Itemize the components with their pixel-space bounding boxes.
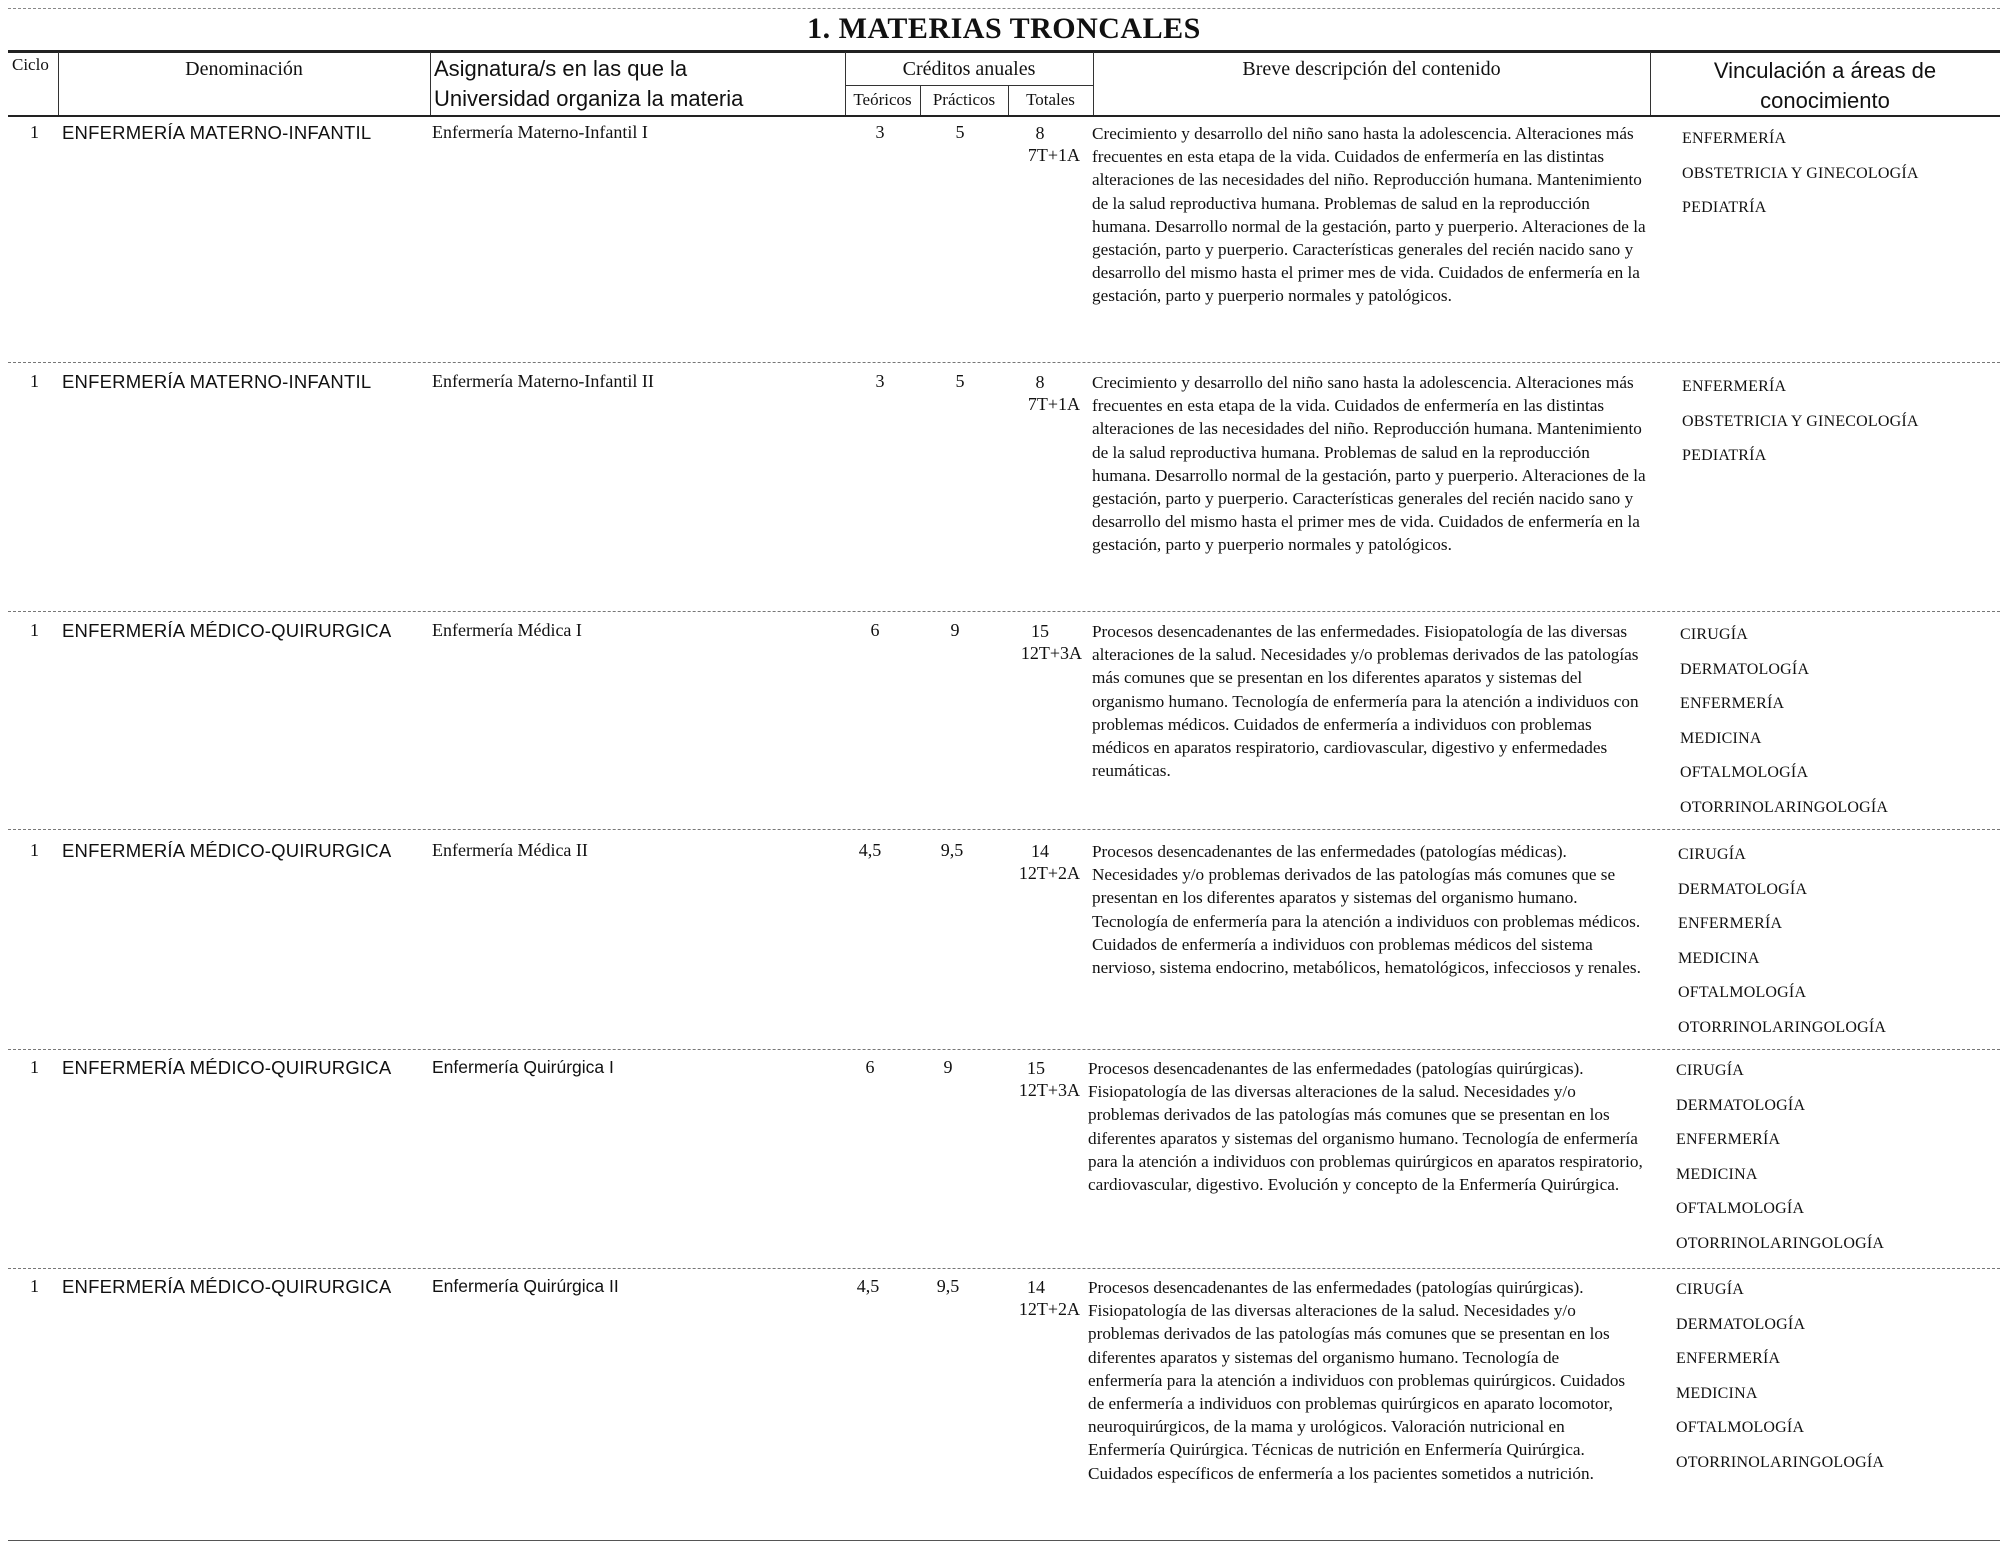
row-asignatura: Enfermería Materno-Infantil I [432, 122, 648, 142]
header-teoricos: Teóricos [853, 90, 912, 109]
area-item: OFTALMOLOGÍA [1678, 984, 1807, 1001]
row-teoricos: 4,5 [856, 1276, 880, 1296]
header-ciclo: Ciclo [12, 55, 49, 74]
area-item: MEDICINA [1678, 949, 1760, 967]
row-denominacion: ENFERMERÍA MATERNO-INFANTIL [62, 371, 372, 392]
header-divider [430, 52, 431, 115]
header-practicos: Prácticos [932, 90, 996, 109]
area-item: MEDICINA [1680, 729, 1762, 747]
row-totales-detail: 7T+1A [1027, 394, 1080, 414]
row-totales-detail: 12T+2A [1018, 1299, 1080, 1319]
header-descripcion: Breve descripción del contenido [1242, 58, 1501, 80]
header-top-rule [8, 50, 2000, 53]
area-item: ENFERMERÍA [1678, 915, 1783, 932]
header-asignatura-line1: Asignatura/s en las que la [434, 56, 688, 81]
area-item: OBSTETRICIA Y GINECOLOGÍA [1682, 164, 1919, 182]
area-item: MEDICINA [1676, 1165, 1758, 1183]
header-denominacion: Denominación [185, 58, 303, 80]
row-areas [1680, 618, 1888, 825]
row-practicos: 5 [955, 122, 965, 142]
row-practicos: 9,5 [940, 840, 964, 860]
area-item: PEDIATRÍA [1682, 447, 1767, 464]
area-item: OTORRINOLARINGOLOGÍA [1680, 798, 1889, 816]
row-asignatura: Enfermería Materno-Infantil II [432, 371, 654, 391]
area-item: OFTALMOLOGÍA [1676, 1200, 1805, 1217]
area-item: OTORRINOLARINGOLOGÍA [1676, 1234, 1885, 1252]
area-item: ENFERMERÍA [1676, 1350, 1781, 1367]
area-item: DERMATOLOGÍA [1676, 1096, 1806, 1114]
area-item: ENFERMERÍA [1676, 1131, 1781, 1148]
area-item: CIRUGÍA [1676, 1062, 1745, 1079]
header-totales: Totales [1026, 90, 1075, 109]
row-teoricos: 6 [870, 620, 880, 640]
area-item: CIRUGÍA [1680, 626, 1749, 643]
area-item: DERMATOLOGÍA [1680, 660, 1810, 678]
area-item: OTORRINOLARINGOLOGÍA [1676, 1453, 1885, 1471]
row-ciclo: 1 [30, 1057, 39, 1077]
row-denominacion: ENFERMERÍA MÉDICO-QUIRURGICA [62, 620, 392, 641]
row-teoricos: 6 [865, 1057, 875, 1077]
header-bottom-rule [8, 115, 2000, 117]
area-item: OFTALMOLOGÍA [1680, 764, 1809, 781]
row-divider [8, 1049, 2000, 1050]
row-totales: 14 [1027, 1277, 1045, 1297]
row-descripcion: Procesos desencadenantes de las enfermedades (patologías quirúrgicas). Fisiopatología de las diversas alteraciones de la salud. Necesidades y/o problemas derivados de las patologías más comunes que se presentan en los diferentes aparatos y sistemas del organismo humano. Tecnología de enfermería para la atención a individuos con problemas quirúrgicos en aparatos respiratorio, cardiovascular, digestivo. Evolución y concepto de la Enfermería Quirúrgica. [1088, 1059, 1643, 1195]
area-item: DERMATOLOGÍA [1676, 1315, 1806, 1333]
row-areas [1682, 122, 1919, 226]
row-divider [8, 1268, 2000, 1269]
row-descripcion: Procesos desencadenantes de las enfermedades (patologías médicas). Necesidades y/o problemas derivados de las patologías más comunes que se presentan en los diferentes aparatos y sistemas del organismo humano. Tecnología de enfermería para la atención a individuos con problemas médicos. Cuidados de enfermería a individuos con problemas médicos del sistema nervioso, sistema endocrino, metabólicos, hematológicos, infecciosos y renales. [1092, 842, 1641, 978]
row-divider [8, 362, 2000, 363]
row-practicos: 9 [950, 620, 960, 640]
row-totales: 15 [1031, 621, 1049, 641]
row-ciclo: 1 [30, 371, 39, 391]
row-ciclo: 1 [30, 1276, 39, 1296]
header-asignatura-line2: Universidad organiza la materia [434, 86, 744, 111]
area-item: OBSTETRICIA Y GINECOLOGÍA [1682, 412, 1919, 430]
row-ciclo: 1 [30, 620, 39, 640]
row-teoricos: 4,5 [858, 840, 882, 860]
row-descripcion: Procesos desencadenantes de las enfermedades. Fisiopatología de las diversas alteraciones de la salud. Necesidades y/o problemas derivados de las patologías más comunes que se presentan en los diferentes aparatos y sistemas del organismo humano. Tecnología de enfermería para la atención a individuos con problemas médicos. Cuidados de enfermería a individuos con problemas médicos en aparatos respiratorio, cardiovascular, digestivo y enfermedades reumáticas. [1092, 622, 1639, 781]
area-item: ENFERMERÍA [1682, 130, 1787, 147]
area-item: MEDICINA [1676, 1384, 1758, 1402]
row-divider [8, 829, 2000, 830]
row-areas [1676, 1054, 1884, 1261]
row-practicos: 9,5 [936, 1276, 960, 1296]
row-asignatura: Enfermería Quirúrgica I [432, 1057, 614, 1077]
row-descripcion: Crecimiento y desarrollo del niño sano hasta la adolescencia. Alteraciones más frecuentes en esta etapa de la vida. Cuidados de enfermería en las distintas alteraciones de las necesidades del niño. Reproducción humana. Mantenimiento de la salud reproductiva humana. Problemas de salud en la reproducción humana. Desarrollo normal de la gestación, parto y puerperio. Alteraciones de la gestación, parto y puerperio. Características generales del recién nacido sano y desarrollo del mismo hasta el primer mes de vida. Cuidados de enfermería en la gestación, parto y puerperio normales y patológicos. [1092, 373, 1646, 555]
area-item: OFTALMOLOGÍA [1676, 1419, 1805, 1436]
row-teoricos: 3 [875, 122, 885, 142]
area-item: DERMATOLOGÍA [1678, 880, 1808, 898]
area-item: ENFERMERÍA [1682, 378, 1787, 395]
row-totales: 8 [1035, 372, 1045, 392]
creditos-subheader-rule [845, 85, 1093, 86]
bottom-rule [8, 1540, 2000, 1541]
row-descripcion: Crecimiento y desarrollo del niño sano hasta la adolescencia. Alteraciones más frecuentes en esta etapa de la vida. Cuidados de enfermería en las distintas alteraciones de las necesidades del niño. Reproducción humana. Mantenimiento de la salud reproductiva humana. Problemas de salud en la reproducción humana. Desarrollo normal de la gestación, parto y puerperio. Alteraciones de la gestación, parto y puerperio. Características generales del recién nacido sano y desarrollo del mismo hasta el primer mes de vida. Cuidados de enfermería en la gestación, parto y puerperio normales y patológicos. [1092, 124, 1646, 306]
row-practicos: 5 [955, 371, 965, 391]
row-asignatura: Enfermería Quirúrgica II [432, 1276, 619, 1296]
row-divider [8, 611, 2000, 612]
row-denominacion: ENFERMERÍA MATERNO-INFANTIL [62, 122, 372, 143]
area-item: OTORRINOLARINGOLOGÍA [1678, 1018, 1887, 1036]
row-denominacion: ENFERMERÍA MÉDICO-QUIRURGICA [62, 1276, 392, 1297]
page-title: 1. MATERIAS TRONCALES [807, 12, 1201, 45]
header-creditos: Créditos anuales [902, 58, 1036, 80]
row-areas [1682, 370, 1919, 474]
area-item: CIRUGÍA [1678, 846, 1747, 863]
row-totales: 14 [1031, 841, 1049, 861]
row-totales-detail: 12T+3A [1018, 1080, 1080, 1100]
row-denominacion: ENFERMERÍA MÉDICO-QUIRURGICA [62, 1057, 392, 1078]
row-teoricos: 3 [875, 371, 885, 391]
row-totales: 15 [1027, 1058, 1045, 1078]
row-asignatura: Enfermería Médica II [432, 840, 588, 860]
row-totales-detail: 12T+2A [1018, 863, 1080, 883]
row-totales-detail: 12T+3A [1020, 643, 1082, 663]
row-asignatura: Enfermería Médica I [432, 620, 582, 640]
row-totales: 8 [1035, 123, 1045, 143]
row-areas [1678, 838, 1886, 1045]
top-dashed-rule [8, 8, 2000, 9]
row-ciclo: 1 [30, 840, 39, 860]
row-descripcion: Procesos desencadenantes de las enfermedades (patologías quirúrgicas). Fisiopatología de las diversas alteraciones de la salud. Necesidades y/o problemas derivados de las patologías más comunes que se presentan en los diferentes aparatos y sistemas del organismo humano. Tecnología de enfermería para la atención a individuos con problemas quirúrgicos. Cuidados de enfermería a individuos con problemas quirúrgicos en aparato locomotor, neuroquirúrgicos, de la mama y urológicos. Valoración nutricional en Enfermería Quirúrgica. Técnicas de nutrición en Enfermería Quirúrgica. Cuidados específicos de enfermería a los pacientes sometidos a nutrición. [1088, 1278, 1626, 1483]
area-item: ENFERMERÍA [1680, 695, 1785, 712]
row-totales-detail: 7T+1A [1027, 145, 1080, 165]
row-practicos: 9 [943, 1057, 953, 1077]
area-item: PEDIATRÍA [1682, 199, 1767, 216]
header-vinculacion-line2: conocimiento [1760, 88, 1890, 113]
row-ciclo: 1 [30, 122, 39, 142]
row-denominacion: ENFERMERÍA MÉDICO-QUIRURGICA [62, 840, 392, 861]
row-areas [1676, 1273, 1884, 1480]
header-vinculacion-line1: Vinculación a áreas de [1713, 58, 1937, 83]
area-item: CIRUGÍA [1676, 1281, 1745, 1298]
